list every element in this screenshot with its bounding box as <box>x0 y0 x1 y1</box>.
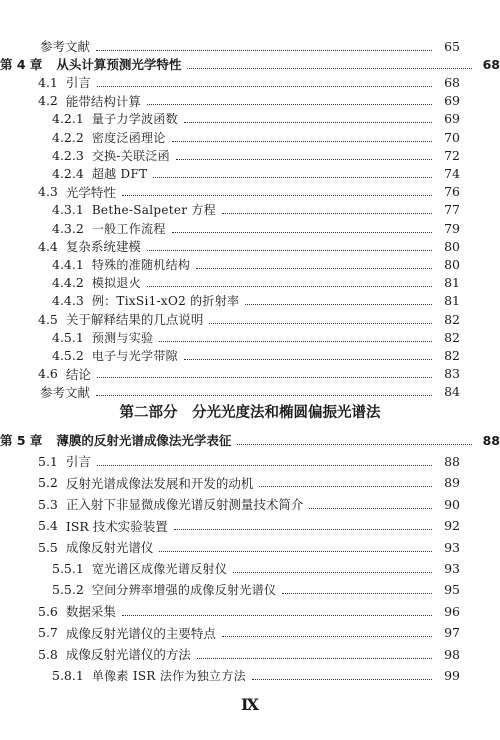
toc-entry <box>0 450 500 472</box>
toc-entry-title: 引言 <box>65 454 91 470</box>
toc-entry-title: 薄膜的反射光谱成像法光学表征 <box>56 433 232 448</box>
toc-entry-number: 5.4 <box>38 518 58 534</box>
dot-leader <box>196 268 432 269</box>
toc-entry-number: 4.5.2 <box>52 347 84 363</box>
dot-leader <box>197 658 432 659</box>
toc-entry <box>0 536 500 558</box>
dot-leader <box>96 50 432 51</box>
toc-entry-title: 从头计算预测光学特性 <box>56 57 182 73</box>
dot-leader <box>147 286 432 287</box>
toc-entry <box>0 472 500 494</box>
toc-entry-page: 82 <box>444 347 460 363</box>
toc-entry-page: 99 <box>444 667 460 683</box>
toc-entry-page: 95 <box>444 582 460 598</box>
dot-leader <box>222 213 432 214</box>
dot-leader <box>176 159 432 160</box>
toc-entry-page: 82 <box>444 329 460 345</box>
toc-entry-title: 成像反射光谱仪的方法 <box>65 647 191 662</box>
toc-entry-page: 65 <box>444 38 460 54</box>
toc-entry-page: 93 <box>444 539 460 555</box>
toc-entry-page: 72 <box>444 147 460 163</box>
toc-entry-number: 4.4 <box>38 238 58 254</box>
toc-entry-page: 68 <box>444 74 460 90</box>
dot-leader <box>237 444 472 445</box>
toc-entry-title: 超越 DFT <box>91 166 148 181</box>
toc-entry-page: 70 <box>444 129 460 145</box>
toc-entry-title: 例：TixSi1-xO2 的折射率 <box>91 294 240 309</box>
toc-entry-page: 88 <box>444 453 460 469</box>
toc-entry-title: 模拟退火 <box>91 276 142 291</box>
toc-entry-page: 92 <box>444 518 460 534</box>
dot-leader <box>147 104 432 105</box>
toc-entry-number: 5.3 <box>38 496 58 512</box>
toc-entry-page: 83 <box>444 366 460 382</box>
toc-entry-page: 79 <box>444 220 460 236</box>
toc-entry-number: 5.5.1 <box>52 560 84 576</box>
toc-entry-number: 4.1 <box>38 74 58 90</box>
toc-entry-number: 4.4.2 <box>52 275 84 291</box>
dot-leader <box>184 359 432 360</box>
toc-entry-page: 88 <box>482 432 500 448</box>
toc-entry-title: 正入射下非显微成像光谱反射测量技术简介 <box>65 497 304 513</box>
toc-entry-page: 69 <box>444 111 460 127</box>
toc-entry-title: 关于解释结果的几点说明 <box>65 312 204 327</box>
toc-entry-page: 90 <box>444 496 460 512</box>
toc-entry <box>0 557 500 579</box>
page-number-footer: Ⅸ <box>240 695 259 714</box>
toc-entry-title: 密度泛函理论 <box>91 130 166 145</box>
toc-entry-title: 单像素 ISR 法作为独立方法 <box>91 668 246 683</box>
part-heading: 第二部分 分光光度法和椭圆偏振光谱法 <box>119 405 381 421</box>
toc-entry-page: 68 <box>482 56 500 72</box>
dot-leader <box>159 551 432 552</box>
toc-entry-page: 69 <box>444 93 460 109</box>
toc-entry-title: 复杂系统建模 <box>65 239 141 255</box>
dot-leader <box>172 141 432 142</box>
toc-entry-page: 74 <box>444 165 460 181</box>
toc-entry-page: 89 <box>444 475 460 491</box>
toc-entry-title: 参考文献 <box>40 39 91 54</box>
toc-entry-number: 5.2 <box>38 475 58 491</box>
toc-entry-page: 93 <box>444 560 460 576</box>
toc-entry-title: 结论 <box>65 366 91 382</box>
toc-entry-number: 第 4 章 <box>0 57 43 73</box>
toc-entry <box>0 600 500 622</box>
toc-entry-number: 4.2.3 <box>52 147 84 163</box>
toc-entry-number: 5.6 <box>38 603 58 619</box>
dot-leader <box>96 395 432 396</box>
dot-leader <box>233 572 432 573</box>
toc-entry-number: 4.2.1 <box>52 111 84 127</box>
toc-entry-number: 4.2.4 <box>52 165 84 181</box>
dot-leader <box>122 195 432 196</box>
dot-leader <box>184 122 432 123</box>
toc-entry-title: 数据采集 <box>65 604 116 620</box>
dot-leader <box>174 529 432 530</box>
toc-entry-page: 84 <box>444 384 460 400</box>
toc-entry-title: ISR 技术实验装置 <box>65 518 168 534</box>
toc-entry-number: 4.5 <box>38 311 58 327</box>
toc-entry-page: 81 <box>444 275 460 291</box>
toc-entry-title: 光学特性 <box>65 184 116 200</box>
toc-entry <box>0 643 500 665</box>
dot-leader <box>245 304 432 305</box>
toc-entry-title: 成像反射光谱仪的主要特点 <box>65 625 216 641</box>
dot-leader <box>172 232 432 233</box>
toc-entry-title: 特殊的准随机结构 <box>91 257 191 272</box>
toc-entry <box>0 622 500 644</box>
dot-leader <box>159 341 432 342</box>
toc-entry-title: 参考文献 <box>40 384 91 400</box>
toc-entry-number: 4.3.1 <box>52 202 84 218</box>
toc-entry-page: 76 <box>444 184 460 200</box>
toc-entry-page: 81 <box>444 293 460 309</box>
dot-leader <box>153 177 432 178</box>
dot-leader <box>147 250 432 251</box>
toc-entry-page: 82 <box>444 311 460 327</box>
toc-entry-number: 5.8 <box>38 646 58 662</box>
dot-leader <box>97 86 432 87</box>
toc-entry-number: 5.5.2 <box>52 582 84 598</box>
toc-entry-page: 96 <box>444 603 460 619</box>
toc-entry <box>0 381 500 403</box>
toc-entry-title: 反射光谱成像法发展和开发的动机 <box>65 475 254 491</box>
toc-entry-number: 5.1 <box>38 453 58 469</box>
dot-leader <box>252 679 432 680</box>
toc-entry-title: 能带结构计算 <box>65 93 141 109</box>
toc-entry-number: 4.3.2 <box>52 220 84 236</box>
toc-entry-title: 空间分辨率增强的成像反射光谱仪 <box>91 583 277 598</box>
toc-entry-number: 5.5 <box>38 539 58 555</box>
toc-entry-number: 第 5 章 <box>0 433 43 448</box>
dot-leader <box>309 508 432 509</box>
toc-entry <box>0 493 500 515</box>
toc-entry <box>0 515 500 537</box>
toc-entry <box>0 579 500 601</box>
toc-entry-number: 4.5.1 <box>52 329 84 345</box>
toc-entry-title: 预测与实验 <box>91 330 154 345</box>
toc-entry-title: 成像反射光谱仪 <box>65 540 154 555</box>
toc-entry-page: 98 <box>444 646 460 662</box>
toc-entry-number: 5.8.1 <box>52 667 84 683</box>
toc-entry-page: 80 <box>444 238 460 254</box>
toc-entry-title: 引言 <box>65 75 91 91</box>
dot-leader <box>259 486 432 487</box>
toc-entry-title: 交换-关联泛函 <box>91 148 170 163</box>
toc-entry-number: 4.4.1 <box>52 256 84 272</box>
dot-leader <box>187 68 472 69</box>
toc-entry-title: 宽光谱区成像光谱反射仪 <box>91 561 228 576</box>
toc-entry-title: Bethe-Salpeter 方程 <box>91 203 217 218</box>
toc-entry-number: 4.6 <box>38 366 58 382</box>
toc-entry-page: 97 <box>444 625 460 641</box>
dot-leader <box>222 636 432 637</box>
dot-leader <box>282 593 432 594</box>
toc-entry-number: 5.7 <box>38 625 58 641</box>
dot-leader <box>122 615 432 616</box>
toc-entry <box>0 664 500 686</box>
toc-entry-title: 一般工作流程 <box>91 221 166 236</box>
dot-leader <box>209 323 432 324</box>
toc-entry-title: 电子与光学带隙 <box>91 348 178 363</box>
toc-entry-page: 80 <box>444 256 460 272</box>
toc-entry-page: 77 <box>444 202 460 218</box>
toc-entry-title: 量子力学波函数 <box>91 112 178 127</box>
toc-entry-number: 4.2 <box>38 93 58 109</box>
toc-entry <box>0 429 500 451</box>
toc-entry-number: 4.3 <box>38 184 58 200</box>
toc-entry-number: 4.2.2 <box>52 129 84 145</box>
dot-leader <box>97 377 432 378</box>
toc-entry-number: 4.4.3 <box>52 293 84 309</box>
dot-leader <box>97 465 432 466</box>
